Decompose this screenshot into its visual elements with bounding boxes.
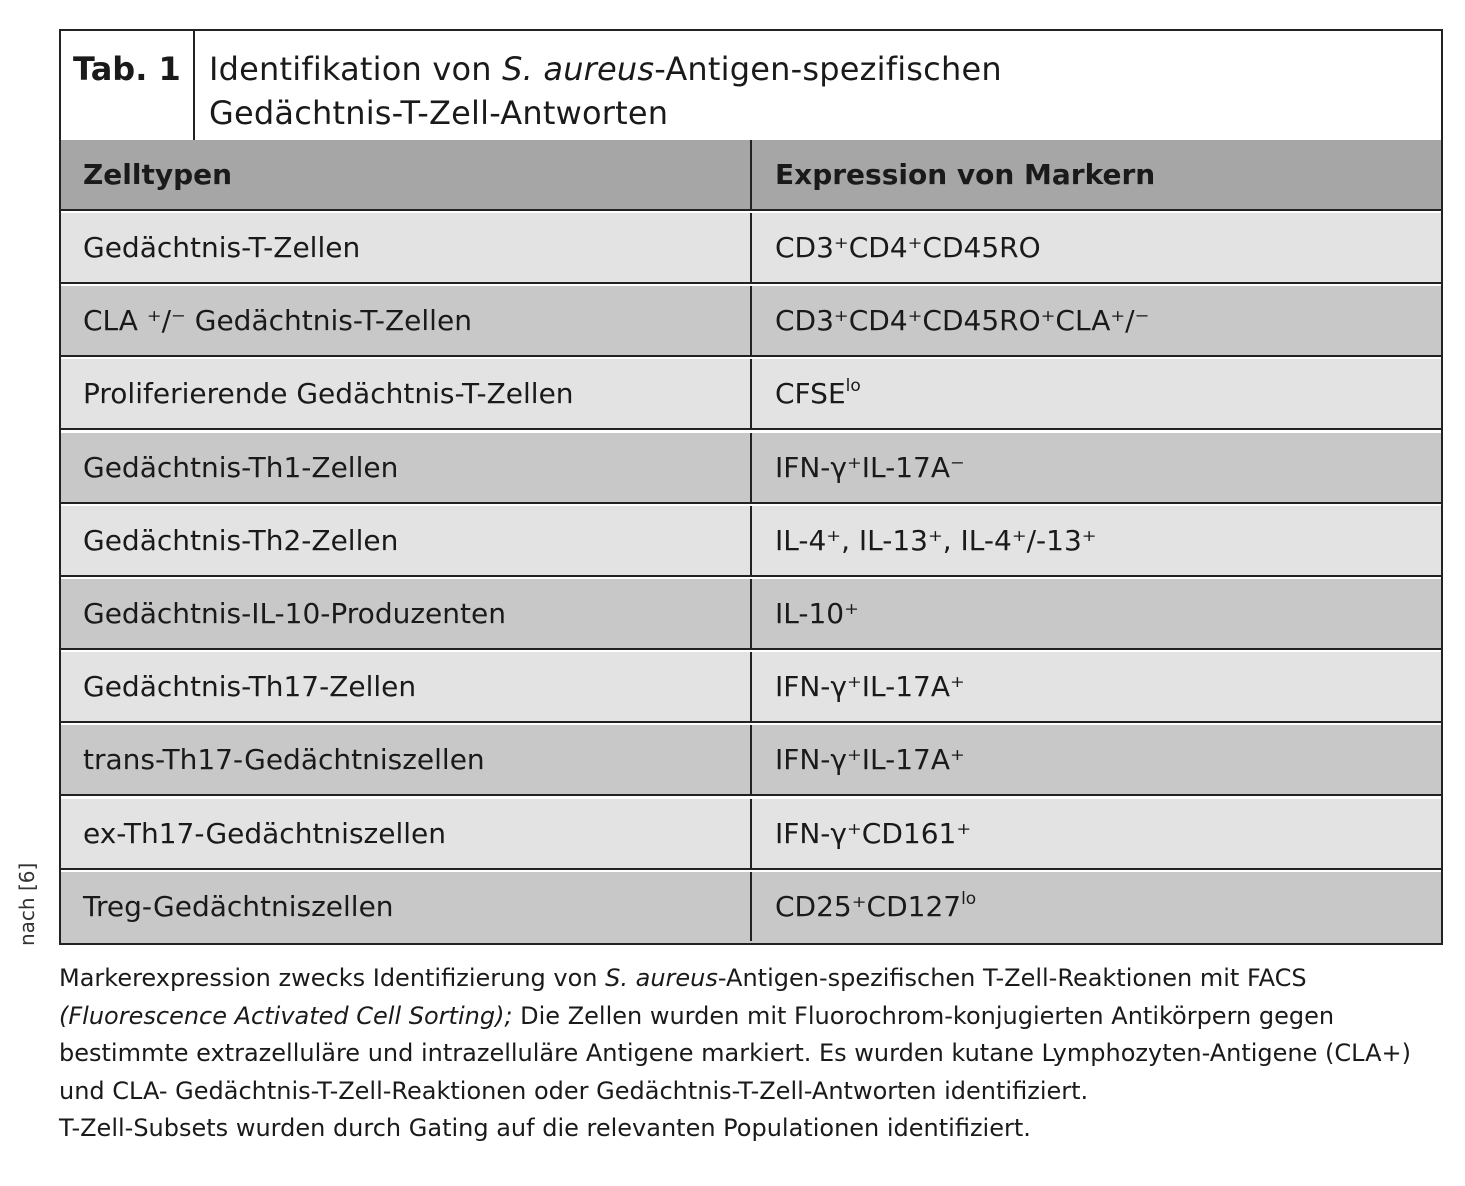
column-header-row xyxy=(61,140,1441,211)
marker-expression: IFN-γ⁺IL-17A⁻ xyxy=(775,451,965,484)
caption-facs-term: (Fluorescence Activated Cell Sorting); xyxy=(59,1001,513,1030)
caption-text: Die Zellen wurden mit Fluorochrom-konjugierten Antikörpern gegen bestimmte extrazelluläre und intrazelluläre Antigene markiert. Es wurden kutane Lymphozyten-Antigene (CLA+) und CLA- Gedächtnis-T-Zell-Reaktionen oder Gedächtnis-T-Zell-Antworten identifiziert. xyxy=(59,1001,1411,1105)
table-title xyxy=(209,47,1409,135)
table-row xyxy=(61,652,1441,723)
marker-expression: IFN-γ⁺IL-17A⁺ xyxy=(775,743,965,776)
table-caption xyxy=(59,960,1454,1148)
table-row xyxy=(61,433,1441,504)
table-title-suffix: -Antigen-spezifischen xyxy=(654,50,1002,88)
table-number: Tab. 1 xyxy=(61,31,195,140)
table-title-line-1 xyxy=(209,47,1409,91)
cell-type: Gedächtnis-Th17-Zellen xyxy=(61,652,752,721)
table-row xyxy=(61,213,1441,284)
marker-expression: CD3⁺CD4⁺CD45RO⁺CLA⁺/⁻ xyxy=(775,304,1150,337)
marker-expression: $CFSE^{lo}$ xyxy=(775,375,861,410)
cell-type: Gedächtnis-Th2-Zellen xyxy=(61,506,752,575)
cell-type: Treg-Gedächtniszellen xyxy=(61,872,752,941)
table-title-line-2: Gedächtnis-T-Zell-Antworten xyxy=(209,94,669,132)
cell-type: Gedächtnis-Th1-Zellen xyxy=(61,433,752,502)
marker-expression: IFN-γ⁺CD161⁺ xyxy=(775,817,972,850)
marker-expression: IFN-γ⁺IL-17A⁺ xyxy=(775,670,965,703)
table-row xyxy=(61,725,1441,796)
caption-text: Markerexpression zwecks Identifizierung von xyxy=(59,964,606,992)
caption-text: -Antigen-spezifischen T-Zell-Reaktionen mit FACS xyxy=(717,964,1307,992)
marker-expression: IL-4⁺, IL-13⁺, IL-4⁺/-13⁺ xyxy=(775,524,1097,557)
table-row xyxy=(61,286,1441,357)
caption-paragraph-1 xyxy=(59,960,1454,1110)
cell-type: ex-Th17-Gedächtniszellen xyxy=(61,799,752,868)
caption-species: S. aureus xyxy=(605,964,718,992)
caption-paragraph-2: T-Zell-Subsets wurden durch Gating auf die relevanten Populationen identifiziert. xyxy=(59,1114,1031,1142)
table-header-block xyxy=(61,31,1441,142)
marker-expression: IL-10⁺ xyxy=(775,597,859,630)
table-row xyxy=(61,359,1441,430)
cell-type: Gedächtnis-T-Zellen xyxy=(61,213,752,282)
column-header-markers: Expression von Markern xyxy=(775,158,1156,191)
cell-type: Gedächtnis-IL-10-Produzenten xyxy=(61,579,752,648)
marker-expression: CD3⁺CD4⁺CD45RO xyxy=(775,231,1041,264)
cell-type: Proliferierende Gedächtnis-T-Zellen xyxy=(61,359,752,428)
table-row xyxy=(61,579,1441,650)
cell-type: trans-Th17-Gedächtniszellen xyxy=(61,725,752,794)
source-note: nach [6] xyxy=(15,862,39,946)
table-row xyxy=(61,799,1441,870)
column-header-cell-types: Zelltypen xyxy=(61,140,752,209)
table-row xyxy=(61,506,1441,577)
data-table xyxy=(59,29,1443,945)
table-row xyxy=(61,872,1441,943)
marker-expression: $CD25^+CD127^{lo}$ xyxy=(775,888,977,923)
cell-type: CLA ⁺/⁻ Gedächtnis-T-Zellen xyxy=(61,286,752,355)
table-title-species: S. aureus xyxy=(502,50,655,88)
table-title-prefix: Identifikation von xyxy=(209,50,503,88)
